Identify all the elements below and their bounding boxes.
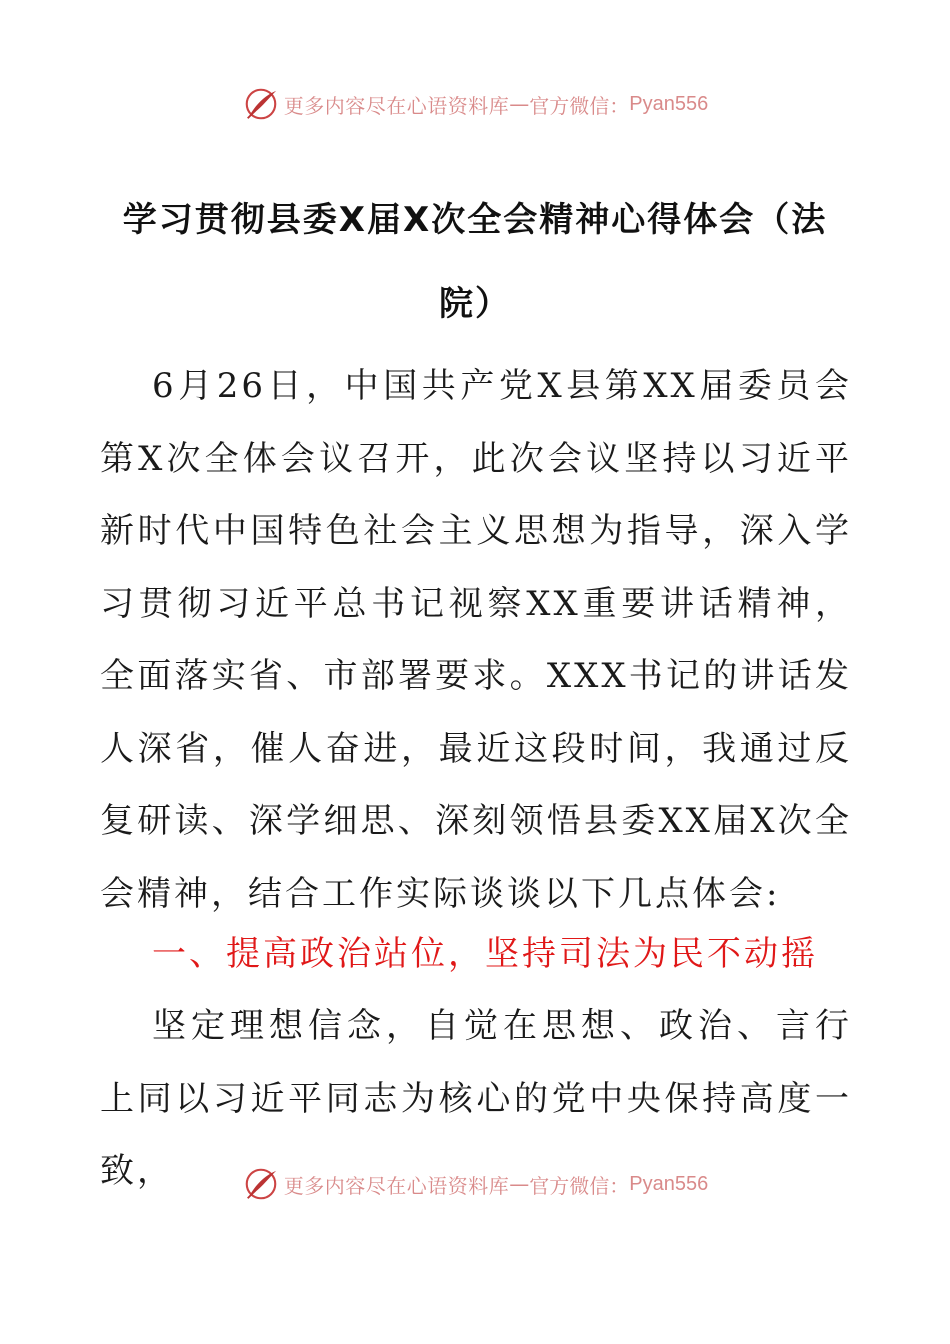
watermark-text: 更多内容尽在心语资料库 [283, 93, 510, 118]
document-title: 学习贯彻县委X届X次全会精神心得体会（法院） [122, 200, 828, 324]
watermark-separator: — [509, 1172, 530, 1196]
watermark-header [0, 82, 950, 126]
paragraph-intro: 6月26日，中国共产党X县第XX届委员会第X次全体会议召开，此次会议坚持以习近平新时代中国特色社会主义思想为指导，深入学习贯彻习近平总书记视察XX重要讲话精神，全面落实省、市部署要求。XXX书记的讲话发人深省，催人奋进，最近这段时间，我通过反复研读、深学细思、深刻领悟县委XX届X次全会精神，结合工作实际谈谈以下几点体会: [100, 366, 852, 914]
watermark-separator: — [509, 92, 530, 116]
paragraph-section-1: 坚定理想信念，自觉在思想、政治、言行上同以习近平同志为核心的党中央保持高度一致， [100, 1006, 852, 1191]
quill-logo-icon [242, 85, 280, 123]
section-heading-1: 一、提高政治站位，坚持司法为民不动摇 [152, 934, 818, 974]
watermark-wechat-label: 官方微信： [529, 1173, 630, 1198]
watermark-footer [0, 1162, 950, 1206]
quill-logo-icon [242, 1165, 280, 1203]
watermark-wechat-id: Pyan556 [629, 92, 709, 115]
watermark-wechat-label: 官方微信： [529, 93, 630, 118]
watermark-text: 更多内容尽在心语资料库 [283, 1173, 510, 1198]
watermark-wechat-id: Pyan556 [629, 1172, 709, 1195]
